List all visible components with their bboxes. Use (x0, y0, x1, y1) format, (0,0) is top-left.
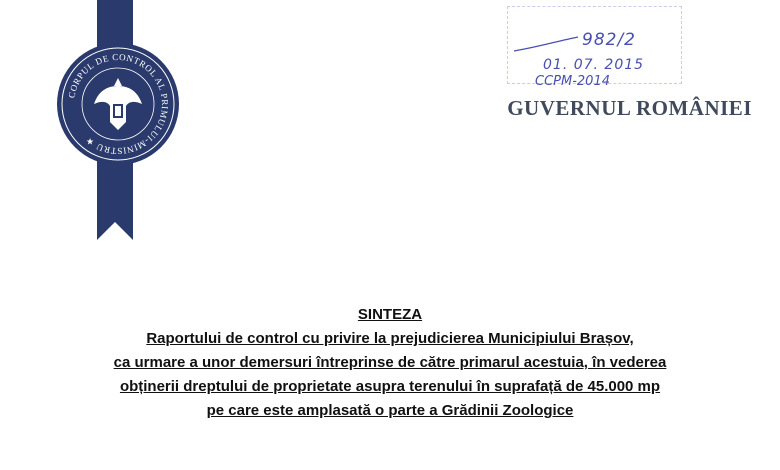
registration-date: 01. 07. 2015 (543, 57, 645, 73)
document-line-1: Raportului de control cu privire la prejudicierea Municipiului Brașov, (146, 330, 634, 347)
document-line-3: obținerii dreptului de proprietate asupra terenului în suprafață de 45.000 mp (119, 378, 661, 395)
document-line-4: pe care este amplasată o parte a Grădinii Zoologice (206, 402, 574, 419)
registration-code: CCPM-2014 (535, 74, 610, 89)
institution-title: GUVERNUL ROMÂNIEI (507, 96, 752, 120)
document-body (0, 303, 780, 423)
document-title: SINTEZA (357, 306, 423, 323)
svg-text:CORPUL DE CONTROL AL PRIMULUI-: CORPUL DE CONTROL AL PRIMULUI-MINISTRU ★ (66, 51, 171, 157)
control-corps-seal (56, 42, 180, 166)
registration-number: 982/2 (582, 30, 636, 50)
document-line-2: ca urmare a unor demersuri întreprinse de către primarul acestuia, în vederea (113, 354, 667, 371)
